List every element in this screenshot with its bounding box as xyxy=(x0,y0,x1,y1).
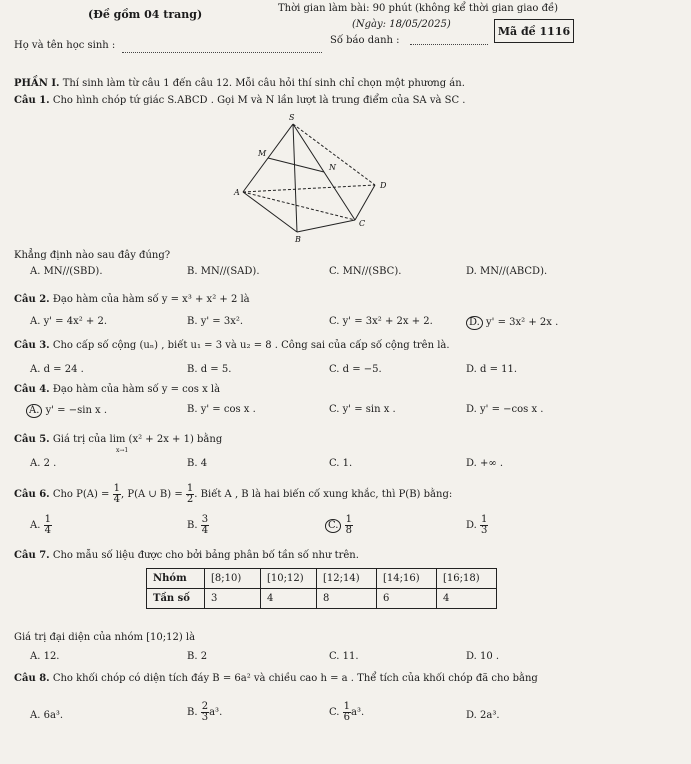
q6-pa-fraction xyxy=(113,484,121,505)
pyramid-figure xyxy=(225,110,395,245)
table-cell: [12;14) xyxy=(317,569,377,589)
q5-option-a[interactable]: A. 2 . xyxy=(30,458,57,469)
table-cell: 3 xyxy=(205,589,261,609)
q4-option-a-text: y' = −sin x . xyxy=(45,405,108,416)
q6-label: Câu 6. xyxy=(14,489,50,500)
exam-code-box xyxy=(494,19,574,43)
q7-option-a[interactable]: A. 12. xyxy=(30,651,60,662)
q8-label: Câu 8. xyxy=(14,673,50,684)
table-cell: [8;10) xyxy=(205,569,261,589)
table-header-cell: Nhóm xyxy=(147,569,205,589)
q6-option-d[interactable] xyxy=(466,515,488,536)
q1-prompt: Khẳng định nào sau đây đúng? xyxy=(14,250,171,261)
exam-date: (Ngày: 18/05/2025) xyxy=(352,19,451,30)
q6-pa-den: 4 xyxy=(113,494,120,505)
table-cell: 4 xyxy=(261,589,317,609)
q6-b-den: 4 xyxy=(201,525,209,536)
q8-option-c-letter: C. xyxy=(329,707,340,718)
q8-stem xyxy=(14,673,538,684)
q2-text: Đạo hàm của hàm số y = x³ + x² + 2 là xyxy=(49,294,250,305)
q1-option-a[interactable]: A. MN//(SBD). xyxy=(30,266,103,277)
student-name-field[interactable] xyxy=(122,52,322,53)
q3-option-b[interactable]: B. d = 5. xyxy=(187,364,232,375)
table-cell: 4 xyxy=(437,589,497,609)
q3-label: Câu 3. xyxy=(14,340,50,351)
q6-circled-mark: C. xyxy=(325,519,341,533)
q6-text-c: . Biết A , B là hai biến cố xung khắc, thì P(B) bằng: xyxy=(194,489,453,500)
q6-option-a-fraction xyxy=(44,515,52,536)
q7-option-d[interactable]: D. 10 . xyxy=(466,651,500,662)
q5-text: Giá trị của lim (x² + 2x + 1) bằng xyxy=(49,434,223,445)
diagonal-ac xyxy=(243,192,355,220)
q2-option-d[interactable] xyxy=(466,316,558,330)
edge-ad xyxy=(243,185,375,192)
q6-pu-den: 2 xyxy=(186,494,194,505)
q8-c-den: 6 xyxy=(343,712,351,723)
q4-option-c[interactable]: C. y' = sin x . xyxy=(329,404,396,415)
q3-option-c[interactable]: C. d = −5. xyxy=(329,364,382,375)
label-n: N xyxy=(329,163,336,172)
q8-option-c-fraction xyxy=(343,702,351,723)
q6-option-a[interactable] xyxy=(30,515,52,536)
q6-c-den: 8 xyxy=(345,525,353,536)
part1-intro xyxy=(14,78,465,89)
q4-stem xyxy=(14,384,220,395)
q8-c-num: 1 xyxy=(343,701,351,712)
q6-option-b-letter: B. xyxy=(187,520,198,531)
table-cell: 6 xyxy=(377,589,437,609)
q6-d-den: 3 xyxy=(481,525,488,536)
q4-option-b[interactable]: B. y' = cos x . xyxy=(187,404,256,415)
label-s: S xyxy=(289,113,295,122)
q6-a-den: 4 xyxy=(44,525,51,536)
table-cell: [10;12) xyxy=(261,569,317,589)
label-m: M xyxy=(258,149,267,158)
q6-pu-num: 1 xyxy=(186,483,194,494)
q8-option-c[interactable] xyxy=(329,702,364,723)
q5-limit-subscript: x→1 xyxy=(116,447,129,454)
part1-text: Thí sinh làm từ câu 1 đến câu 12. Mỗi câu hỏi thí sinh chỉ chọn một phương án. xyxy=(59,78,465,89)
q6-c-num: 1 xyxy=(345,514,353,525)
q6-pa-num: 1 xyxy=(113,483,120,494)
q6-b-num: 3 xyxy=(201,514,209,525)
exam-code: Mã đề 1116 xyxy=(497,24,571,38)
q3-stem xyxy=(14,340,450,351)
edge-cd xyxy=(355,185,375,220)
q4-circled-mark: A. xyxy=(26,404,42,418)
student-name-label: Họ và tên học sinh : xyxy=(14,40,116,51)
edge-sb xyxy=(293,124,297,232)
q1-option-c[interactable]: C. MN//(SBC). xyxy=(329,266,402,277)
q5-option-c[interactable]: C. 1. xyxy=(329,458,353,469)
q8-option-b[interactable] xyxy=(187,702,222,723)
q8-b-num: 2 xyxy=(201,701,209,712)
q2-stem xyxy=(14,294,250,305)
q1-label: Câu 1. xyxy=(14,95,50,106)
table-cell: [16;18) xyxy=(437,569,497,589)
q2-option-a[interactable]: A. y' = 4x² + 2. xyxy=(30,316,108,327)
q6-option-c[interactable] xyxy=(325,515,353,536)
edge-sd xyxy=(293,124,375,185)
q8-option-a[interactable]: A. 6a³. xyxy=(30,710,64,721)
q2-label: Câu 2. xyxy=(14,294,50,305)
q2-option-b[interactable]: B. y' = 3x². xyxy=(187,316,244,327)
label-b: B xyxy=(295,235,301,244)
table-cell: 8 xyxy=(317,589,377,609)
q6-a-num: 1 xyxy=(44,514,51,525)
q6-text-a: Cho P(A) = xyxy=(49,489,113,500)
q2-circled-mark: D. xyxy=(466,316,483,330)
q7-text: Cho mẫu số liệu được cho bởi bảng phân bố tần số như trên. xyxy=(49,550,359,561)
q6-option-d-fraction xyxy=(480,515,488,536)
q7-label: Câu 7. xyxy=(14,550,50,561)
q6-stem xyxy=(14,484,452,505)
label-a: A xyxy=(234,188,240,197)
q8-b-den: 3 xyxy=(201,712,209,723)
q8-option-d[interactable]: D. 2a³. xyxy=(466,710,500,721)
q4-option-a[interactable] xyxy=(26,404,107,418)
q1-text: Cho hình chóp tứ giác S.ABCD . Gọi M và N lần lượt là trung điểm của SA và SC . xyxy=(49,95,466,106)
table-row xyxy=(147,589,497,609)
q2-option-c[interactable]: C. y' = 3x² + 2x + 2. xyxy=(329,316,433,327)
frequency-table xyxy=(146,568,497,609)
q6-option-d-letter: D. xyxy=(466,520,477,531)
edge-ab xyxy=(243,192,297,232)
label-d: D xyxy=(380,181,387,190)
q7-option-b[interactable]: B. 2 xyxy=(187,651,208,662)
table-row xyxy=(147,569,497,589)
q6-option-a-letter: A. xyxy=(30,520,41,531)
student-id-label: Số báo danh : xyxy=(330,35,400,46)
q3-option-d[interactable]: D. d = 11. xyxy=(466,364,518,375)
table-cell: [14;16) xyxy=(377,569,437,589)
q8-option-b-letter: B. xyxy=(187,707,198,718)
segment-mn xyxy=(268,158,324,172)
q8-option-b-tail: a³. xyxy=(209,707,223,718)
edge-bc xyxy=(297,220,355,232)
q1-stem xyxy=(14,95,465,106)
q4-text: Đạo hàm của hàm số y = cos x là xyxy=(49,384,221,395)
q6-text-b: , P(A ∪ B) = xyxy=(120,489,186,500)
q5-stem xyxy=(14,434,222,445)
time-note: Thời gian làm bài: 90 phút (không kể thời gian giao đề) xyxy=(278,3,559,14)
q7-option-c[interactable]: C. 11. xyxy=(329,651,359,662)
q8-text: Cho khối chóp có diện tích đáy B = 6a² và chiều cao h = a . Thể tích của khối chóp đã cho bằng xyxy=(49,673,538,684)
q7-prompt: Giá trị đại diện của nhóm [10;12) là xyxy=(14,632,196,643)
q8-option-c-tail: a³. xyxy=(351,707,365,718)
q3-option-a[interactable]: A. d = 24 . xyxy=(30,364,84,375)
q5-label: Câu 5. xyxy=(14,434,50,445)
q4-option-d[interactable]: D. y' = −cos x . xyxy=(466,404,544,415)
q5-option-b[interactable]: B. 4 xyxy=(187,458,208,469)
q1-option-d[interactable]: D. MN//(ABCD). xyxy=(466,266,548,277)
q7-stem xyxy=(14,550,359,561)
q6-option-b-fraction xyxy=(201,515,209,536)
table-header-cell: Tần số xyxy=(147,589,205,609)
part1-title: PHẦN I. xyxy=(14,78,60,89)
q6-d-num: 1 xyxy=(481,514,488,525)
q2-option-d-text: y' = 3x² + 2x . xyxy=(486,317,559,328)
q1-option-b[interactable]: B. MN//(SAD). xyxy=(187,266,260,277)
q6-option-b[interactable] xyxy=(187,515,209,536)
q4-label: Câu 4. xyxy=(14,384,50,395)
q8-option-b-fraction xyxy=(201,702,209,723)
student-id-field[interactable] xyxy=(410,44,488,45)
q5-option-d[interactable]: D. +∞ . xyxy=(466,458,504,469)
q3-text: Cho cấp số cộng (uₙ) , biết u₁ = 3 và u₂ = 8 . Công sai của cấp số cộng trên là. xyxy=(49,340,450,351)
pages-note: (Đề gồm 04 trang) xyxy=(88,8,203,21)
label-c: C xyxy=(359,219,366,228)
q6-option-c-fraction xyxy=(345,515,353,536)
